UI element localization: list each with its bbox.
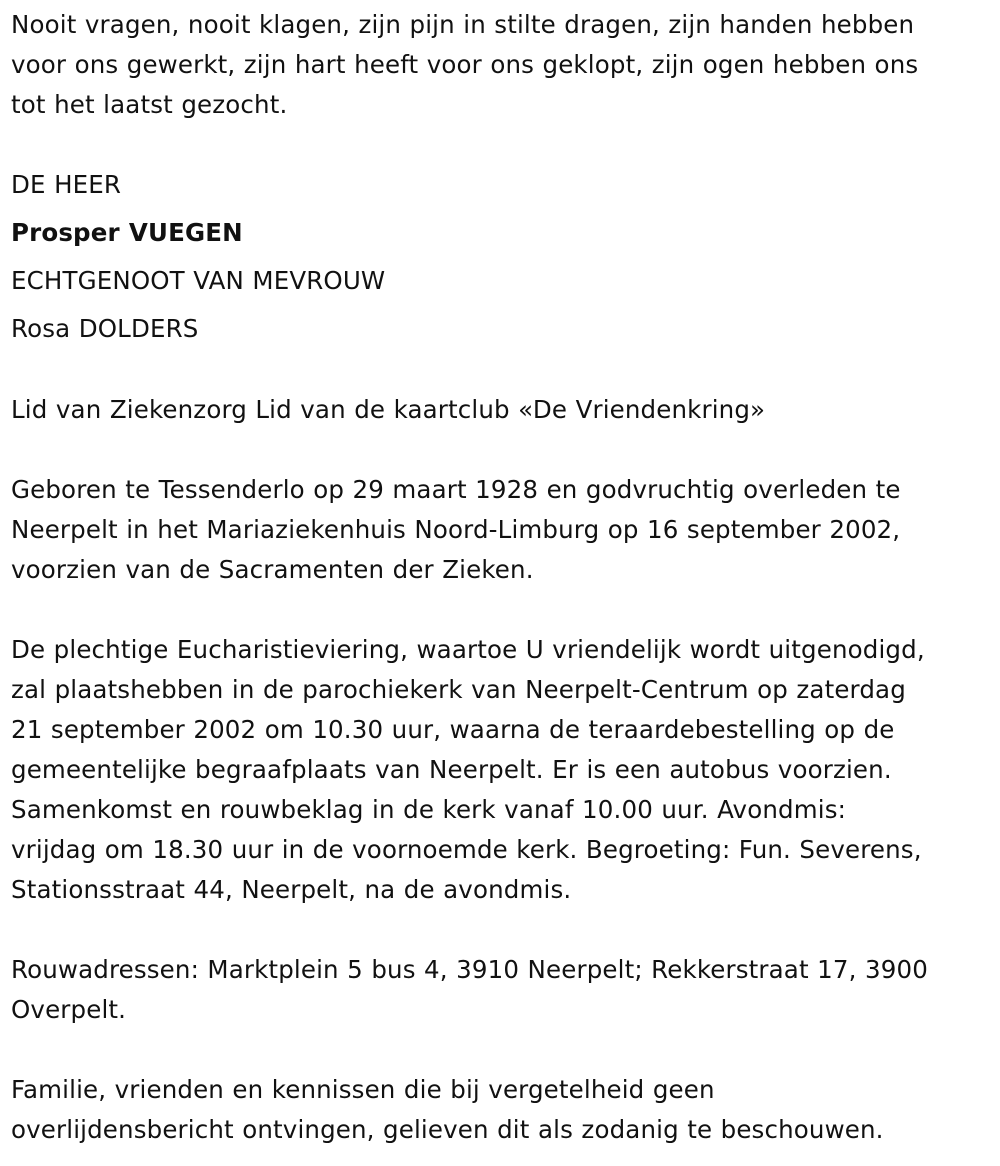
spouse-name: Rosa DOLDERS bbox=[11, 314, 199, 343]
service-line: Stationsstraat 44, Neerpelt, na de avondmis. bbox=[11, 875, 572, 904]
deceased-name: Prosper VUEGEN bbox=[11, 218, 243, 247]
intro-poem bbox=[11, 5, 918, 125]
closing-line: Familie, vrienden en kennissen die bij vergetelheid geen bbox=[11, 1075, 715, 1104]
born-line: Neerpelt in het Mariaziekenhuis Noord-Limburg op 16 september 2002, bbox=[11, 515, 901, 544]
service-paragraph bbox=[11, 630, 925, 910]
address-line: Rouwadressen: Marktplein 5 bus 4, 3910 Neerpelt; Rekkerstraat 17, 3900 bbox=[11, 955, 928, 984]
service-line: vrijdag om 18.30 uur in de voornoemde kerk. Begroeting: Fun. Severens, bbox=[11, 835, 922, 864]
intro-line: Nooit vragen, nooit klagen, zijn pijn in stilte dragen, zijn handen hebben bbox=[11, 10, 915, 39]
memberships: Lid van Ziekenzorg Lid van de kaartclub «De Vriendenkring» bbox=[11, 395, 766, 424]
intro-line: tot het laatst gezocht. bbox=[11, 90, 288, 119]
service-line: Samenkomst en rouwbeklag in de kerk vanaf 10.00 uur. Avondmis: bbox=[11, 795, 847, 824]
closing-paragraph bbox=[11, 1070, 884, 1150]
service-line: zal plaatshebben in de parochiekerk van Neerpelt-Centrum op zaterdag bbox=[11, 675, 906, 704]
birth-death-paragraph bbox=[11, 470, 901, 590]
service-line: De plechtige Eucharistieviering, waartoe U vriendelijk wordt uitgenodigd, bbox=[11, 635, 925, 664]
address-line: Overpelt. bbox=[11, 995, 127, 1024]
salutation: DE HEER bbox=[11, 170, 122, 199]
spouse-title: ECHTGENOOT VAN MEVROUW bbox=[11, 266, 386, 295]
service-line: gemeentelijke begraafplaats van Neerpelt. Er is een autobus voorzien. bbox=[11, 755, 892, 784]
closing-line: overlijdensbericht ontvingen, gelieven dit als zodanig te beschouwen. bbox=[11, 1115, 884, 1144]
born-line: voorzien van de Sacramenten der Zieken. bbox=[11, 555, 534, 584]
service-line: 21 september 2002 om 10.30 uur, waarna de teraardebestelling op de bbox=[11, 715, 895, 744]
born-line: Geboren te Tessenderlo op 29 maart 1928 en godvruchtig overleden te bbox=[11, 475, 901, 504]
addresses-paragraph bbox=[11, 950, 928, 1030]
intro-line: voor ons gewerkt, zijn hart heeft voor ons geklopt, zijn ogen hebben ons bbox=[11, 50, 919, 79]
